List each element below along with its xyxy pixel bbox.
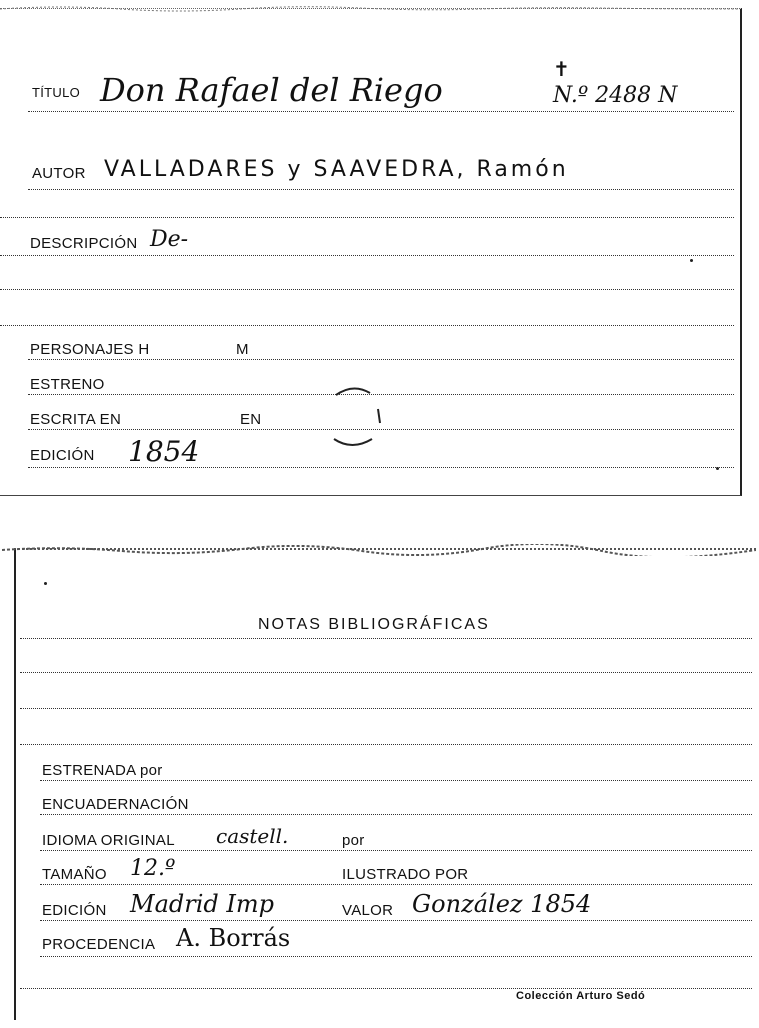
tamano-label: TAMAÑO [42, 866, 107, 883]
autor-value: VALLADARES y SAAVEDRA, Ramón [104, 157, 569, 182]
blank-line-1 [0, 217, 734, 218]
encuadernacion-line [40, 814, 752, 815]
ilustrado-label: ILUSTRADO POR [342, 866, 469, 883]
autor-label: AUTOR [32, 165, 86, 182]
catalog-card-back [14, 548, 756, 1020]
edicion-back-value: Madrid Imp [130, 890, 274, 918]
idioma-por-label: por [342, 832, 365, 849]
notas-line-2 [20, 672, 752, 673]
escrita-label: ESCRITA EN [30, 411, 122, 428]
notas-heading: NOTAS BIBLIOGRÁFICAS [258, 616, 490, 633]
blank-line-2 [0, 289, 734, 290]
notas-line-4 [20, 744, 752, 745]
valor-label: VALOR [342, 902, 394, 919]
personajes-label: PERSONAJES H [30, 341, 150, 358]
titulo-value: Don Rafael del Riego [100, 71, 443, 109]
tamano-line [40, 884, 752, 885]
card-edge-noise [2, 544, 756, 556]
escrita-en-label: EN [240, 411, 262, 428]
catalog-card-front [0, 8, 742, 496]
blank-line-3 [0, 325, 734, 326]
edicion-back-label: EDICIÓN [42, 902, 107, 919]
descripcion-line [0, 255, 734, 256]
speck [44, 582, 47, 585]
idioma-line [40, 850, 752, 851]
notas-line-3 [20, 708, 752, 709]
edicion-value: 1854 [128, 435, 200, 468]
procedencia-value: A. Borrás [176, 924, 291, 952]
procedencia-label: PROCEDENCIA [42, 936, 156, 953]
encuadernacion-label: ENCUADERNACIÓN [42, 796, 189, 813]
descripcion-value: De- [150, 227, 189, 252]
edicion-back-line [40, 920, 752, 921]
descripcion-label: DESCRIPCIÓN [30, 235, 138, 252]
tamano-value: 12.º [130, 856, 176, 881]
speck [690, 259, 693, 262]
collection-footer: Colección Arturo Sedó [516, 990, 646, 1002]
titulo-line [28, 111, 734, 112]
numero-cross: ✝ [553, 57, 570, 81]
estreno-label: ESTRENO [30, 376, 105, 393]
card-edge-noise [0, 3, 740, 13]
personajes-line [28, 359, 734, 360]
edicion-label: EDICIÓN [30, 447, 95, 464]
autor-line [28, 189, 734, 190]
titulo-label: TÍTULO [32, 85, 81, 100]
numero-value: N.º 2488 N [553, 83, 678, 108]
estrenada-line [40, 780, 752, 781]
blank-line-back [20, 988, 752, 989]
procedencia-line [40, 956, 752, 957]
idioma-label: IDIOMA ORIGINAL [42, 832, 175, 849]
idioma-value: castell. [216, 824, 289, 848]
speck [716, 467, 719, 470]
personajes-m-label: M [236, 341, 249, 358]
estrenada-label: ESTRENADA por [42, 762, 163, 779]
edicion-line [28, 467, 734, 468]
punch-hole-mark [318, 379, 388, 459]
valor-value: González 1854 [412, 890, 592, 918]
notas-line-1 [20, 638, 752, 639]
